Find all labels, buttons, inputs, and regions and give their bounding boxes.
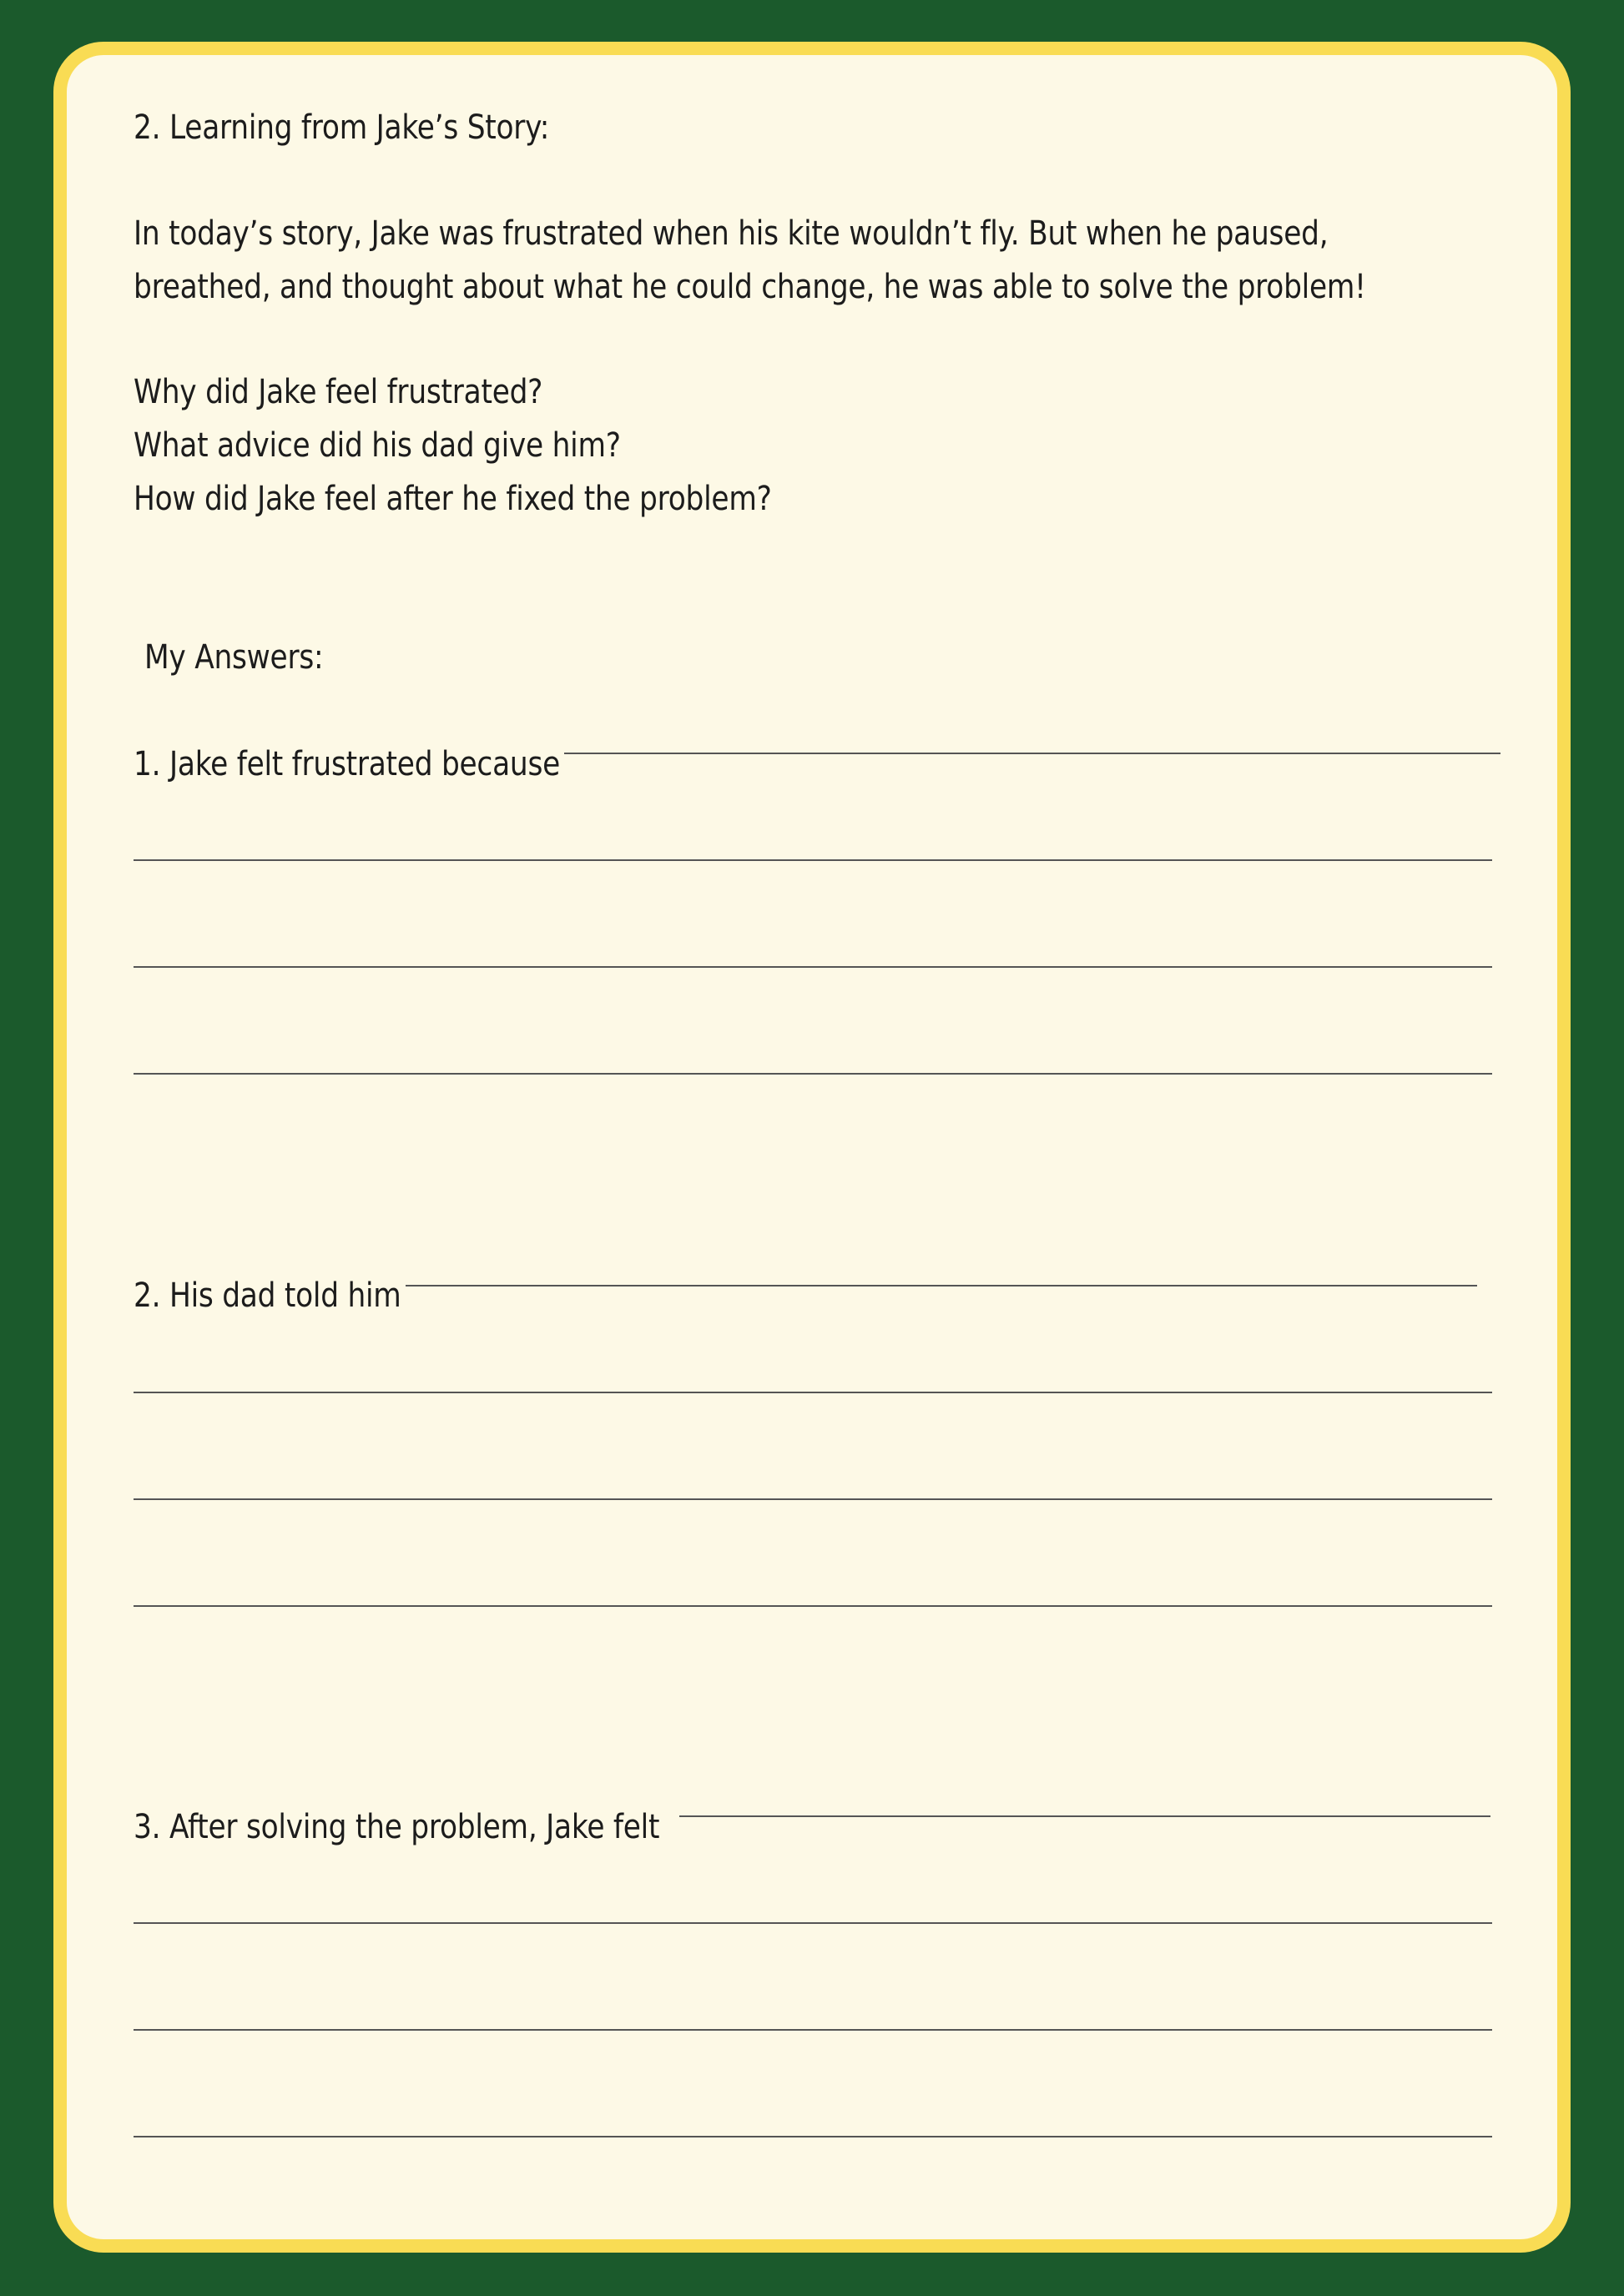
question-3: How did Jake feel after he fixed the problem? [134,480,772,518]
answer-1-line-2[interactable] [134,966,1492,968]
answer-prompt-1: 1. Jake felt frustrated because [134,745,561,783]
answer-2-line-0[interactable] [406,1285,1477,1286]
answer-2-line-3[interactable] [134,1605,1492,1607]
question-2: What advice did his dad give him? [134,426,621,465]
intro-line-2: breathed, and thought about what he could change, he was able to solve the problem! [134,268,1366,306]
answer-prompt-3: 3. After solving the problem, Jake felt [134,1808,660,1846]
section-title: 2. Learning from Jake’s Story: [134,108,550,147]
answers-heading: My Answers: [144,638,324,677]
answer-1-line-0[interactable] [564,753,1500,754]
answer-1-line-1[interactable] [134,859,1492,861]
answer-3-line-1[interactable] [134,1922,1492,1924]
answer-2-line-1[interactable] [134,1392,1492,1393]
answer-3-line-0[interactable] [679,1815,1490,1817]
question-1: Why did Jake feel frustrated? [134,373,543,411]
answer-3-line-3[interactable] [134,2136,1492,2137]
answer-1-line-3[interactable] [134,1073,1492,1075]
answer-2-line-2[interactable] [134,1498,1492,1500]
answer-prompt-2: 2. His dad told him [134,1276,401,1315]
intro-line-1: In today’s story, Jake was frustrated when his kite wouldn’t fly. But when he paused, [134,214,1329,253]
answer-3-line-2[interactable] [134,2029,1492,2031]
worksheet-card [53,42,1571,2253]
